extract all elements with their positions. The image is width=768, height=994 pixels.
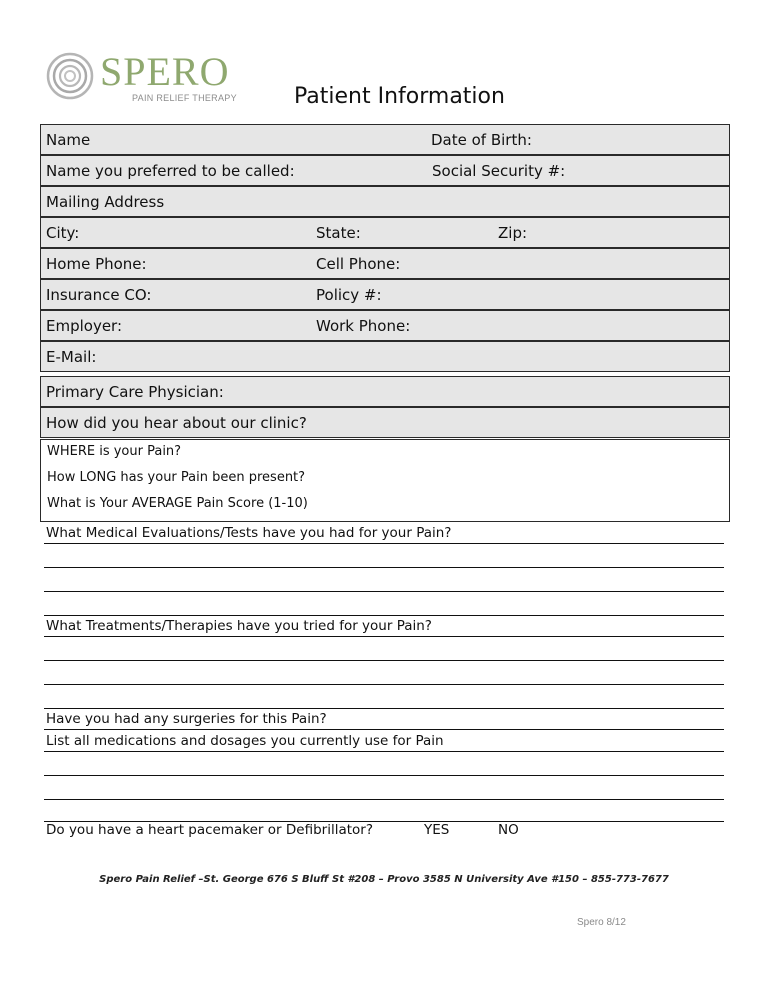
evaluations-answer-line[interactable] bbox=[44, 615, 724, 616]
insurance-field-label[interactable]: Insurance CO: bbox=[46, 286, 152, 304]
medications-answer-line[interactable] bbox=[44, 799, 724, 800]
row-insurance bbox=[40, 279, 730, 310]
zip-field-label[interactable]: Zip: bbox=[498, 224, 528, 242]
email-field-label[interactable]: E-Mail: bbox=[46, 348, 97, 366]
employer-field-label[interactable]: Employer: bbox=[46, 317, 123, 335]
evaluations-answer-line[interactable] bbox=[44, 543, 724, 544]
pain-duration-label[interactable]: How LONG has your Pain been present? bbox=[47, 470, 306, 485]
row-email bbox=[40, 341, 730, 372]
evaluations-answer-line[interactable] bbox=[44, 591, 724, 592]
no-option[interactable]: NO bbox=[498, 822, 519, 838]
row-employer bbox=[40, 310, 730, 341]
row-mailing-address bbox=[40, 186, 730, 217]
row-name bbox=[40, 124, 730, 155]
cell-phone-field-label[interactable]: Cell Phone: bbox=[316, 255, 401, 273]
state-field-label[interactable]: State: bbox=[316, 224, 361, 242]
row-phones bbox=[40, 248, 730, 279]
medications-question: List all medications and dosages you currently use for Pain bbox=[46, 733, 444, 749]
footer-contact: Spero Pain Relief –St. George 676 S Bluff St #208 – Provo 3585 N University Ave #150 – 855-773-7677 bbox=[99, 874, 669, 885]
policy-field-label[interactable]: Policy #: bbox=[316, 286, 382, 304]
brand-tagline: PAIN RELIEF THERAPY bbox=[132, 93, 237, 103]
city-field-label[interactable]: City: bbox=[46, 224, 80, 242]
row-referral bbox=[40, 407, 730, 438]
spiral-logo-icon bbox=[44, 52, 96, 104]
home-phone-field-label[interactable]: Home Phone: bbox=[46, 255, 147, 273]
surgeries-question: Have you had any surgeries for this Pain? bbox=[46, 711, 327, 727]
mailing-address-field-label[interactable]: Mailing Address bbox=[46, 193, 165, 211]
pcp-field-label[interactable]: Primary Care Physician: bbox=[46, 383, 224, 401]
pain-where-label[interactable]: WHERE is your Pain? bbox=[47, 444, 182, 459]
referral-field-label[interactable]: How did you hear about our clinic? bbox=[46, 414, 307, 432]
name-field-label[interactable]: Name bbox=[46, 131, 91, 149]
treatments-answer-line[interactable] bbox=[44, 708, 724, 709]
ssn-field-label[interactable]: Social Security #: bbox=[432, 162, 566, 180]
pain-score-label[interactable]: What is Your AVERAGE Pain Score (1-10) bbox=[47, 496, 308, 511]
revision-label: Spero 8/12 bbox=[577, 917, 626, 928]
treatments-answer-line[interactable] bbox=[44, 684, 724, 685]
treatments-answer-line[interactable] bbox=[44, 660, 724, 661]
spero-logo bbox=[44, 49, 244, 104]
dob-field-label[interactable]: Date of Birth: bbox=[431, 131, 532, 149]
surgeries-answer-line[interactable] bbox=[44, 729, 724, 730]
medications-answer-line[interactable] bbox=[44, 751, 724, 752]
medications-answer-line[interactable] bbox=[44, 775, 724, 776]
row-pcp bbox=[40, 376, 730, 407]
evaluations-answer-line[interactable] bbox=[44, 567, 724, 568]
row-preferred-name bbox=[40, 155, 730, 186]
yes-option[interactable]: YES bbox=[424, 822, 450, 838]
pain-section bbox=[40, 439, 730, 522]
evaluations-question: What Medical Evaluations/Tests have you had for your Pain? bbox=[46, 525, 452, 541]
treatments-question: What Treatments/Therapies have you tried for your Pain? bbox=[46, 618, 432, 634]
brand-name: SPERO bbox=[100, 49, 230, 94]
treatments-answer-line[interactable] bbox=[44, 636, 724, 637]
pacemaker-question: Do you have a heart pacemaker or Defibrillator? bbox=[46, 822, 373, 838]
row-city-state-zip bbox=[40, 217, 730, 248]
preferred-name-field-label[interactable]: Name you preferred to be called: bbox=[46, 162, 295, 180]
work-phone-field-label[interactable]: Work Phone: bbox=[316, 317, 411, 335]
page-title: Patient Information bbox=[294, 84, 505, 109]
